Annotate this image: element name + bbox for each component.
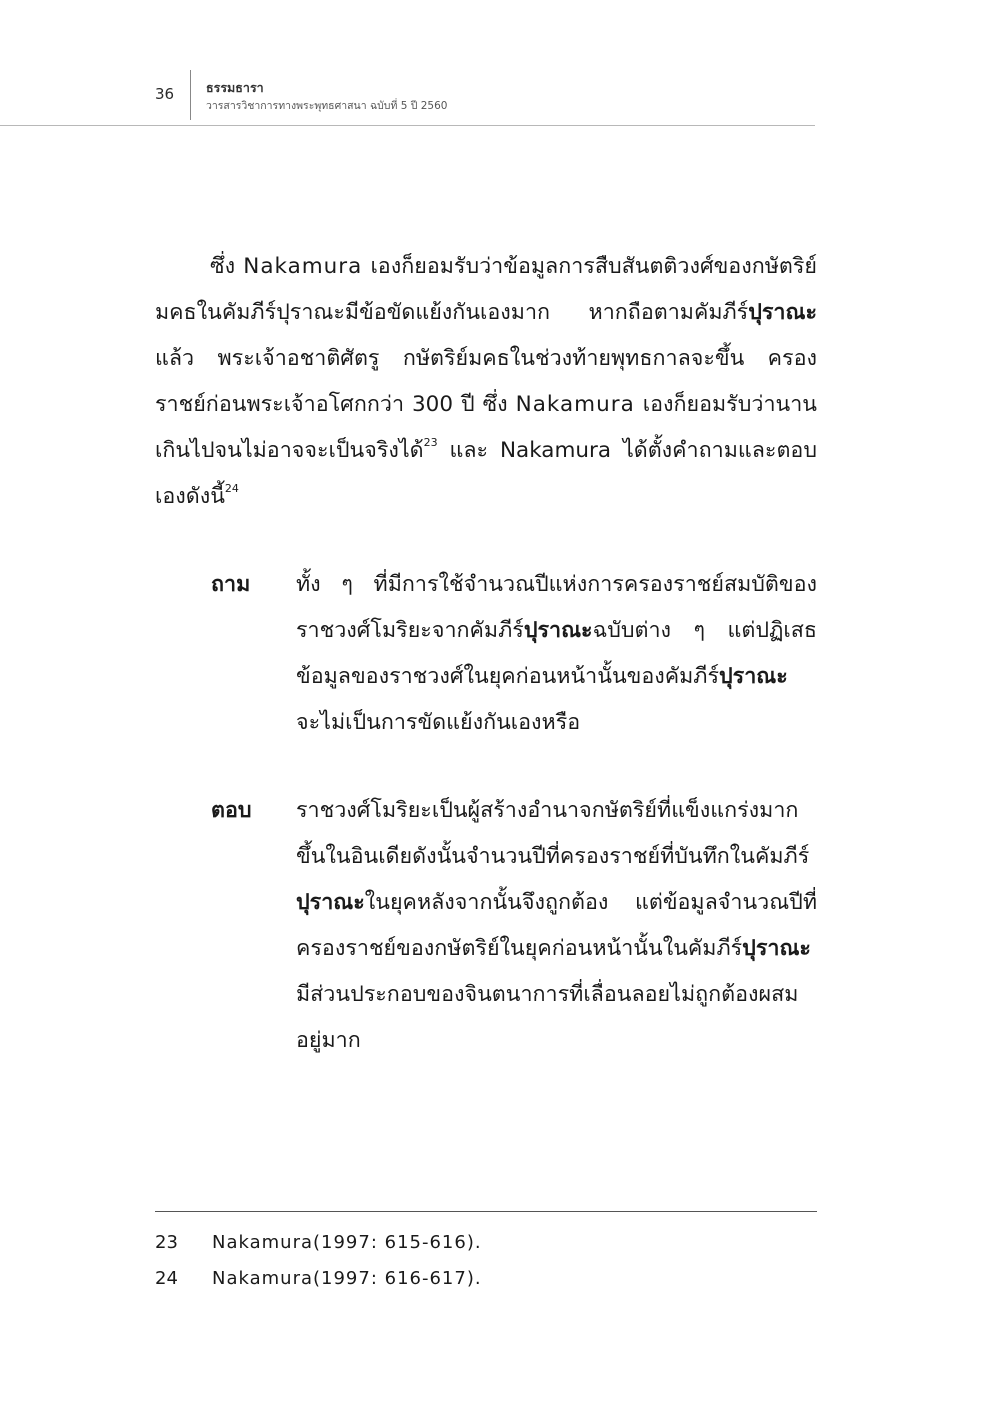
author-name: Nakamura <box>515 392 635 417</box>
paragraph-text: ซึ่ง <box>210 254 244 279</box>
question-segment: จะไม่เป็นการขัดแย้งกันเองหรือ <box>296 710 581 735</box>
footnote-number: 24 <box>155 1268 178 1289</box>
emphasis-purana: ปุราณะ <box>748 300 817 325</box>
footnote-ref-23[interactable]: 23 <box>423 436 438 449</box>
footnote-23 <box>155 1230 817 1256</box>
page-number: 36 <box>155 85 175 103</box>
footnote-citation: Nakamura(1997: 615-616). <box>212 1232 482 1253</box>
answer-segment: มีส่วนประกอบของจินตนาการที่เลื่อนลอยไม่ถูกต้องผสมอยู่มาก <box>296 982 799 1053</box>
footnote-24 <box>155 1266 817 1292</box>
answer-segment: ราชวงศ์โมริยะเป็นผู้สร้างอำนาจกษัตริย์ที่แข็งแกร่งมากขึ้นในอินเดียดังนั้นจำนวนปีที่ครองราชย์ที่บันทึกในคัมภีร์ <box>296 798 810 869</box>
emphasis-purana: ปุราณะ <box>523 618 593 643</box>
header-rule <box>0 125 815 126</box>
emphasis-purana: ปุราณะ <box>296 890 365 915</box>
paragraph-text: เองก็ยอมรับว่าข้อมูลการสืบสันตติวงศ์ของกษัตริย์มคธในคัมภีร์ปุราณะมีข้อขัดแย้งกันเองมาก หากถือตามคัมภีร์ <box>155 254 817 325</box>
answer-segment: ในยุคหลังจากนั้นจึงถูกต้อง แต่ข้อมูลจำนวณปีที่ครองราชย์ของกษัตริย์ในยุคก่อนหน้านั้นในคัมภีร์ <box>296 890 817 961</box>
emphasis-purana: ปุราณะ <box>719 664 788 689</box>
question-segment: ทั้ง ๆ ที่มีการใช้จำนวณปีแห่งการครองราชย์สมบัติของราชวงศ์โมริยะจากคัมภีร์ <box>296 572 817 643</box>
footnote-number: 23 <box>155 1232 178 1253</box>
question-label: ถาม <box>211 572 251 597</box>
answer-text <box>296 788 817 1064</box>
header-divider <box>190 70 191 120</box>
paragraph-text: และ Nakamura ได้ตั้งคำถามและตอบเองดังนี้ <box>155 438 817 509</box>
answer-label: ตอบ <box>211 798 252 823</box>
emphasis-purana: ปุราณะ <box>742 936 811 961</box>
paragraph-text: เองก็ยอมรับว่านานเกินไปจนไม่อาจจะเป็นจริงได้ <box>155 392 817 463</box>
question-segment: ฉบับต่าง ๆ แต่ปฏิเสธข้อมูลของราชวงศ์ในยุคก่อนหน้านั้นของคัมภีร์ <box>296 618 817 689</box>
answer-block <box>155 788 817 1064</box>
footnote-rule <box>155 1211 817 1212</box>
body-paragraph <box>155 244 817 520</box>
question-text <box>296 562 817 746</box>
footnote-ref-24[interactable]: 24 <box>224 482 239 495</box>
author-name: Nakamura <box>243 254 363 279</box>
footnote-citation: Nakamura(1997: 616-617). <box>212 1268 482 1289</box>
question-block <box>155 562 817 746</box>
journal-subtitle: วารสารวิชาการทางพระพุทธศาสนา ฉบับที่ 5 ปี 2560 <box>206 100 448 112</box>
paragraph-text: แล้ว พระเจ้าอชาติศัตรู กษัตริย์มคธในช่วงท้ายพุทธกาลจะขึ้น ครองราชย์ก่อนพระเจ้าอโศกกว่า 300 ปี ซึ่ง <box>155 346 817 417</box>
page-header <box>0 70 815 126</box>
journal-name: ธรรมธารา <box>206 80 264 95</box>
